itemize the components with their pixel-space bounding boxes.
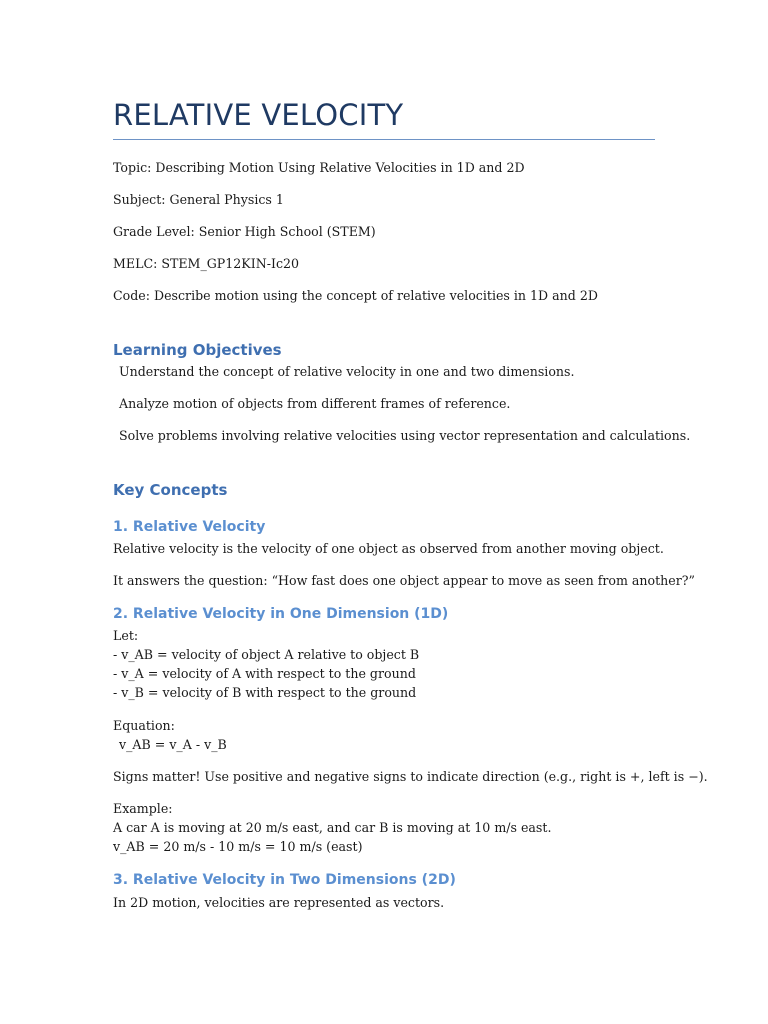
section-heading-1d: 2. Relative Velocity in One Dimension (1D) [113, 606, 449, 622]
section-heading-relative-velocity: 1. Relative Velocity [113, 519, 266, 535]
meta-grade-level: Grade Level: Senior High School (STEM) [113, 224, 376, 239]
let-label: Let: [113, 628, 139, 643]
section-heading-2d: 3. Relative Velocity in Two Dimensions (2D) [113, 872, 456, 888]
meta-code: Code: Describe motion using the concept of relative velocities in 1D and 2D [113, 288, 598, 303]
example-label: Example: [113, 801, 173, 816]
definition-line: - v_A = velocity of A with respect to the ground [113, 666, 416, 681]
equation: v_AB = v_A - v_B [119, 737, 227, 752]
objective-item: Analyze motion of objects from different frames of reference. [119, 396, 511, 411]
meta-subject: Subject: General Physics 1 [113, 192, 284, 207]
learning-objectives-heading: Learning Objectives [113, 341, 282, 359]
objective-item: Solve problems involving relative velocities using vector representation and calculations. [119, 428, 691, 443]
definition-line: - v_AB = velocity of object A relative to object B [113, 647, 420, 662]
section1-line: Relative velocity is the velocity of one object as observed from another moving object. [113, 541, 664, 556]
meta-melc: MELC: STEM_GP12KIN-Ic20 [113, 256, 300, 271]
example-line: A car A is moving at 20 m/s east, and car B is moving at 10 m/s east. [113, 820, 552, 835]
key-concepts-heading: Key Concepts [113, 481, 228, 499]
definition-line: - v_B = velocity of B with respect to the ground [113, 685, 417, 700]
meta-topic: Topic: Describing Motion Using Relative Velocities in 1D and 2D [113, 160, 525, 175]
document-title: RELATIVE VELOCITY [113, 98, 404, 132]
signs-note: Signs matter! Use positive and negative signs to indicate direction (e.g., right is +, left is −). [113, 769, 708, 784]
objective-item: Understand the concept of relative velocity in one and two dimensions. [119, 364, 575, 379]
equation-label: Equation: [113, 718, 175, 733]
example-line: v_AB = 20 m/s - 10 m/s = 10 m/s (east) [113, 839, 363, 854]
section3-line: In 2D motion, velocities are represented as vectors. [113, 895, 445, 910]
section1-line: It answers the question: “How fast does one object appear to move as seen from another?” [113, 573, 695, 588]
title-underline [113, 139, 655, 140]
